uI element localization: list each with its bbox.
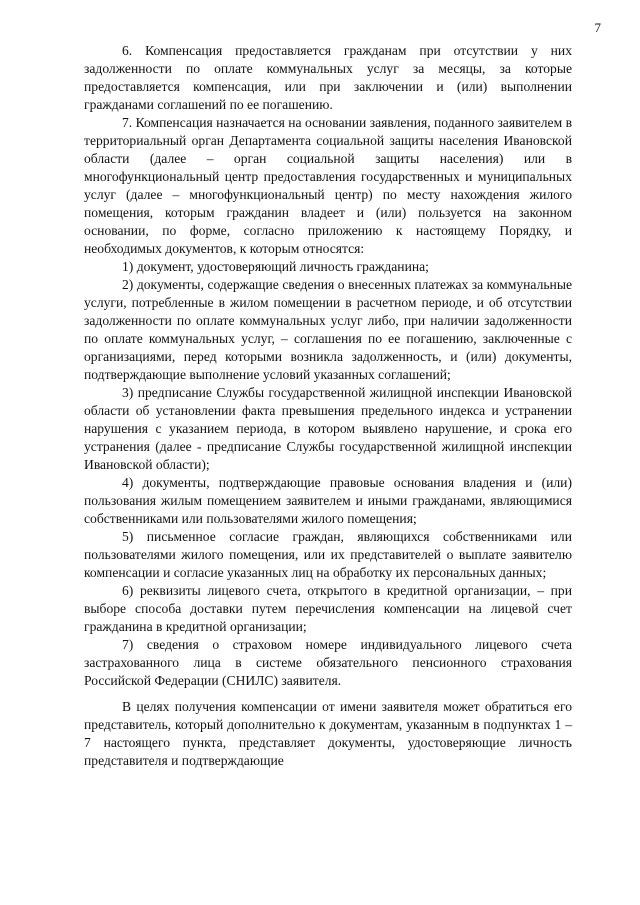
list-item: 3) предписание Службы государственной жилищной инспекции Ивановской области об установлении факта превышения предельного индекса и устранении нарушения с указанием периода, в котором выявлено нарушение, и срока его устранения (далее - предписание Службы государственной жилищной инспекции Ивановской области); xyxy=(84,385,572,472)
list-item: 6) реквизиты лицевого счета, открытого в кредитной организации, – при выборе способа доставки путем перечисления компенсации на лицевой счет гражданина в кредитной организации; xyxy=(84,583,572,634)
document-body xyxy=(84,42,572,770)
representative-paragraph: В целях получения компенсации от имени заявителя может обратиться его представитель, который дополнительно к документам, указанным в подпунктах 1 – 7 настоящего пункта, представляет документы, удостоверяющие личность представителя и подтверждающие xyxy=(84,699,572,768)
page-number: 7 xyxy=(594,20,601,35)
list-item: 4) документы, подтверждающие правовые основания владения и (или) пользования жилым помещением заявителем и иными гражданами, являющимися собственниками или пользователями жилого помещения; xyxy=(84,475,572,526)
list-item: 7) сведения о страховом номере индивидуального лицевого счета застрахованного лица в системе обязательного пенсионного страхования Российской Федерации (СНИЛС) заявителя. xyxy=(84,637,572,688)
paragraph-6: 6. Компенсация предоставляется гражданам при отсутствии у них задолженности по оплате коммунальных услуг за месяцы, за которые предоставляется компенсация, или при заключении и (или) выполнении гражданами соглашений по ее погашению. xyxy=(84,43,572,112)
required-documents-list xyxy=(84,258,572,690)
list-item: 5) письменное согласие граждан, являющихся собственниками или пользователями жилого помещения, или их представителей о выплате заявителю компенсации и согласие указанных лиц на обработку их персональных данных; xyxy=(84,529,572,580)
list-item: 1) документ, удостоверяющий личность гражданина; xyxy=(122,259,429,274)
paragraph-7: 7. Компенсация назначается на основании заявления, поданного заявителем в территориальный орган Департамента социальной защиты населения Ивановской области (далее – орган социальной защиты населения) или в многофункциональный центр предоставления государственных и муниципальных услуг (далее – многофункциональный центр) по месту нахождения жилого помещения, которым гражданин владеет и (или) пользуется на законном основании, по форме, согласно приложению к настоящему Порядку, и необходимых документов, к которым относятся: xyxy=(84,115,573,256)
list-item: 2) документы, содержащие сведения о внесенных платежах за коммунальные услуги, потребленные в жилом помещении в расчетном периоде, и об отсутствии задолженности по оплате коммунальных услуг либо, при наличии задолженности по оплате коммунальных услуг, – соглашения по ее погашению, заключенные с организациями, перед которыми возникла задолженность, и (или) документы, подтверждающие выполнение условий указанных соглашений; xyxy=(84,277,572,382)
